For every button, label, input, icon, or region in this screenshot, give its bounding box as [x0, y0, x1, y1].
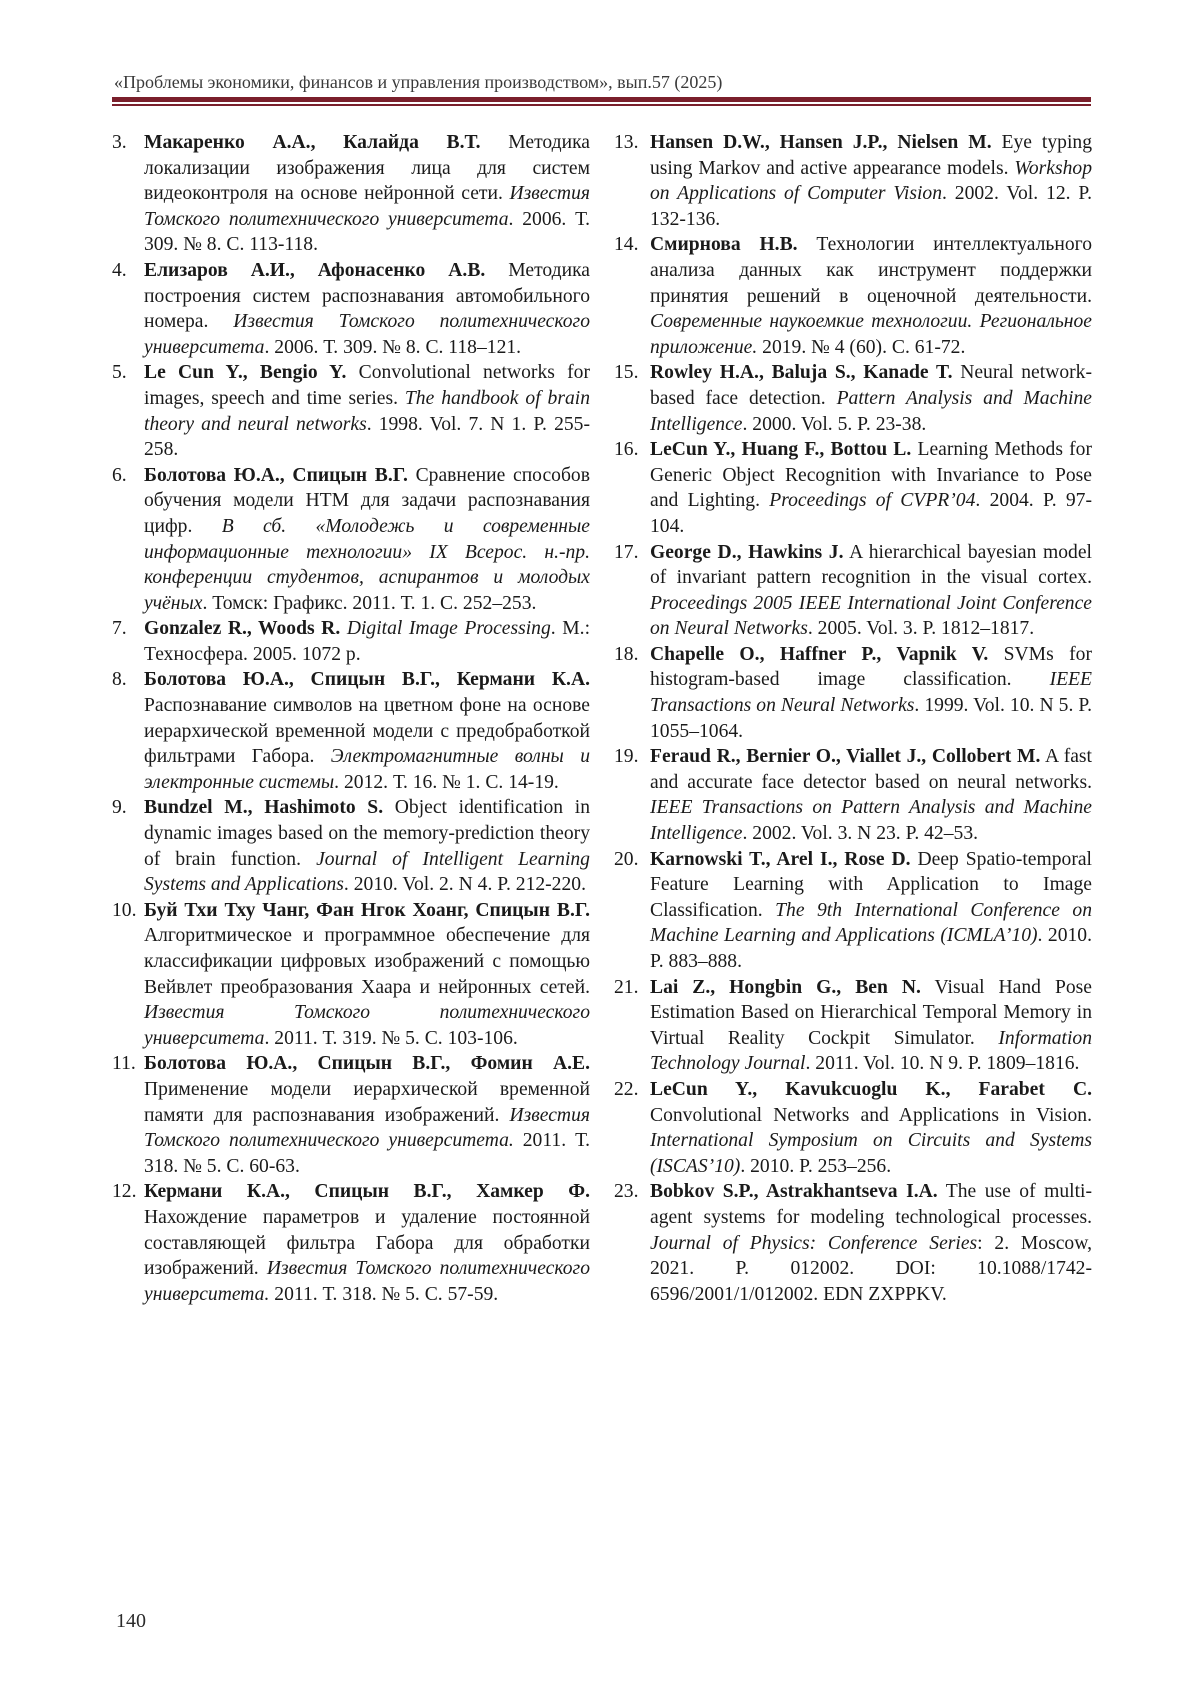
reference-authors: Gonzalez R., Woods R. — [144, 618, 341, 640]
reference-item — [614, 437, 1092, 539]
reference-details: . 2002. Vol. 12. P. 132-136. — [650, 183, 1093, 230]
reference-source: IEEE Transactions on Neural Networks — [650, 669, 1092, 717]
reference-authors: Chapelle O., Haffner P., Vapnik V. — [650, 643, 989, 665]
reference-title: Eye typing using Markov and active appearance models. — [650, 132, 1092, 179]
reference-source: The handbook of brain theory and neural networks — [144, 387, 591, 435]
reference-number: 13. — [614, 132, 639, 153]
reference-details: . 1999. Vol. 10. N 5. P. 1055–1064. — [650, 695, 1092, 742]
reference-item — [112, 898, 590, 1052]
reference-number: 10. — [112, 899, 137, 921]
reference-source: Proceedings 2005 IEEE International Joint Conference on Neural Networks — [650, 592, 1092, 640]
reference-details: . М.: Техносфера. 2005. 1072 р. — [144, 618, 591, 665]
reference-number: 9. — [112, 797, 127, 819]
reference-source: Известия Томского политехнического университета — [144, 1002, 590, 1049]
reference-number: 21. — [614, 976, 639, 998]
reference-title: Neural network-based face detection. — [650, 362, 1092, 409]
reference-authors: Смирнова Н.В. — [650, 234, 798, 256]
reference-source: Современные наукоемкие технологии. Региональное приложение. — [650, 311, 1092, 358]
reference-number: 3. — [112, 132, 127, 153]
reference-number: 16. — [614, 439, 639, 461]
reference-item — [112, 1179, 590, 1307]
reference-source: Digital Image Processing — [346, 618, 551, 640]
reference-item — [614, 642, 1092, 744]
reference-source: Известия Томского политехнического университета. — [144, 1104, 590, 1152]
page-number: 140 — [116, 1610, 146, 1632]
reference-title — [340, 618, 347, 639]
reference-details: . 2010. P. 253–256. — [740, 1155, 892, 1177]
reference-title: A fast and accurate face detector based on neural networks. — [650, 746, 1093, 793]
reference-number: 4. — [112, 259, 127, 281]
reference-details: . 1998. Vol. 7. N 1. P. 255-258. — [144, 413, 590, 461]
reference-title: Visual Hand Pose Estimation Based on Hierarchical Temporal Memory in Virtual Reality Cockpit Simulator. — [650, 976, 1092, 1049]
reference-source: Известия Томского политехнического университета — [144, 311, 590, 358]
reference-item — [112, 463, 590, 617]
reference-details: . 2005. Vol. 3. P. 1812–1817. — [807, 618, 1035, 640]
reference-details: . 2006. Т. 309. № 8. С. 113-118. — [144, 208, 591, 256]
reference-number: 8. — [112, 669, 127, 691]
reference-details: . 2011. Т. 319. № 5. С. 103-106. — [264, 1027, 518, 1049]
reference-source: Известия Томского политехнического университета. — [144, 1258, 590, 1305]
reference-number: 20. — [614, 848, 639, 870]
reference-number: 19. — [614, 746, 639, 768]
reference-authors: Bobkov S.P., Astrakhantseva I.A. — [650, 1181, 938, 1203]
reference-source: The 9th International Conference on Machine Learning and Applications (ICMLA’10) — [650, 899, 1093, 947]
reference-item — [614, 847, 1092, 975]
reference-details: . Томск: Графикс. 2011. Т. 1. С. 252–253. — [202, 592, 537, 614]
reference-source: Известия Томского политехнического университета — [144, 183, 590, 230]
reference-number: 6. — [112, 464, 127, 486]
reference-details: 2019. № 4 (60). С. 61-72. — [757, 336, 966, 358]
reference-item — [112, 360, 590, 462]
reference-source: Электромагнитные волны и электронные системы — [144, 746, 590, 793]
reference-authors: LeCun Y., Huang F., Bottou L. — [650, 439, 912, 461]
reference-authors: LeCun Y., Kavukcuoglu K., Farabet C. — [650, 1078, 1092, 1100]
reference-authors: Болотова Ю.А., Спицын В.Г., Фомин А.Е. — [144, 1053, 590, 1075]
reference-item — [112, 130, 590, 258]
reference-source: Information Technology Journal — [650, 1027, 1092, 1075]
reference-source: Journal of Intelligent Learning Systems and Applications — [144, 848, 590, 896]
reference-source: Journal of Physics: Conference Series — [650, 1232, 978, 1254]
reference-item — [112, 795, 590, 897]
reference-details: . 2012. Т. 16. № 1. С. 14-19. — [334, 771, 559, 793]
reference-authors: Болотова Ю.А., Спицын В.Г., Кермани К.А. — [144, 669, 590, 691]
reference-number: 14. — [614, 234, 639, 256]
reference-title: Learning Methods for Generic Object Recognition with Invariance to Pose and Lighting. — [650, 439, 1093, 512]
reference-item — [614, 360, 1092, 437]
reference-source: Proceedings of CVPR’04 — [769, 490, 976, 512]
reference-details: . 2002. Vol. 3. N 23. P. 42–53. — [742, 823, 979, 845]
reference-title: Распознавание символов на цветном фоне на основе иерархической временной модели с предобработкой фильтрами Габора. — [144, 695, 590, 768]
running-head: «Проблемы экономики, финансов и управления производством», вып.57 (2025) — [114, 72, 723, 92]
reference-number: 7. — [112, 618, 127, 640]
reference-title: A hierarchical bayesian model of invariant pattern recognition in the visual cortex. — [650, 541, 1092, 589]
reference-details: . 2010. P. 883–888. — [650, 925, 1092, 972]
reference-item — [614, 1077, 1092, 1179]
reference-item — [112, 667, 590, 795]
reference-title: Convolutional Networks and Applications in Vision. — [650, 1104, 1092, 1126]
reference-title: Методика построения систем распознавания автомобильного номера. — [144, 259, 590, 333]
reference-source: Workshop on Applications of Computer Vision — [650, 157, 1092, 205]
reference-details: . 2011. Vol. 10. N 9. P. 1809–1816. — [805, 1053, 1080, 1075]
reference-title: Нахождение параметров и удаление постоянной составляющей фильтра Габора для обработки изображений. — [144, 1206, 590, 1280]
reference-authors: Feraud R., Bernier O., Viallet J., Collobert M. — [650, 746, 1041, 768]
reference-details: . 2006. Т. 309. № 8. С. 118–121. — [264, 336, 522, 358]
reference-number: 23. — [614, 1181, 639, 1203]
reference-item — [614, 130, 1092, 232]
reference-number: 11. — [112, 1053, 136, 1075]
reference-number: 12. — [112, 1181, 137, 1203]
reference-title: SVMs for histogram-based image classification. — [650, 643, 1092, 691]
reference-item — [614, 975, 1092, 1077]
reference-authors: Karnowski T., Arel I., Rose D. — [650, 848, 911, 870]
reference-title: Сравнение способов обучения модели HTM для задачи распознавания цифр. — [144, 464, 590, 537]
reference-authors: Hansen D.W., Hansen J.P., Nielsen M. — [650, 132, 992, 153]
reference-details: . 2000. Vol. 5. P. 23-38. — [742, 413, 927, 435]
header-rule-thick — [112, 97, 1091, 102]
reference-authors: Кермани К.А., Спицын В.Г., Хамкер Ф. — [144, 1181, 590, 1203]
references-right-column — [614, 130, 1092, 1307]
reference-details: 2011. Т. 318. № 5. С. 60-63. — [144, 1130, 590, 1177]
reference-authors: Rowley H.A., Baluja S., Kanade T. — [650, 362, 953, 384]
reference-title: Convolutional networks for images, speech and time series. — [144, 362, 590, 409]
reference-authors: Lai Z., Hongbin G., Ben N. — [650, 976, 921, 998]
reference-number: 18. — [614, 643, 639, 665]
reference-authors: Bundzel M., Hashimoto S. — [144, 797, 384, 819]
reference-details: : 2. Moscow, 2021. P. 012002. DOI: 10.1088/1742-6596/2001/1/012002. EDN ZXPPKV. — [650, 1232, 1092, 1305]
reference-item — [614, 232, 1092, 360]
reference-details: 2011. Т. 318. № 5. С. 57-59. — [269, 1283, 499, 1305]
references-left-column — [112, 130, 590, 1307]
reference-source: Pattern Analysis and Machine Intelligence — [650, 387, 1092, 435]
reference-title: Технологии интеллектуального анализа данных как инструмент поддержки принятия решений в оценочной деятельности. — [650, 234, 1092, 307]
reference-details: . 2010. Vol. 2. N 4. P. 212-220. — [343, 874, 586, 896]
reference-item — [614, 1179, 1092, 1307]
reference-number: 15. — [614, 362, 639, 384]
reference-title: Object identification in dynamic images based on the memory-prediction theory of brain function. — [144, 797, 590, 870]
reference-title: Применение модели иерархической временной памяти для распознавания изображений. — [144, 1078, 590, 1126]
reference-authors: George D., Hawkins J. — [650, 541, 844, 563]
reference-number: 17. — [614, 541, 639, 563]
reference-authors: Буй Тхи Тху Чанг, Фан Нгок Хоанг, Спицын В.Г. — [144, 899, 590, 921]
header-rule-thin — [112, 104, 1091, 106]
reference-source: International Symposium on Circuits and Systems (ISCAS’10) — [650, 1130, 1092, 1177]
reference-authors: Макаренко А.А., Калайда В.Т. — [144, 132, 481, 153]
reference-title: Алгоритмическое и программное обеспечение для классификации цифровых изображений с помощью Вейвлет преобразования Хаара и нейронных сетей. — [144, 925, 590, 998]
reference-item — [112, 1051, 590, 1179]
reference-item — [614, 540, 1092, 642]
reference-authors: Le Cun Y., Bengio Y. — [144, 362, 347, 384]
reference-title: The use of multi-agent systems for modeling technological processes. — [650, 1181, 1092, 1228]
reference-item — [614, 744, 1092, 846]
reference-number: 22. — [614, 1078, 639, 1100]
reference-item — [112, 616, 590, 667]
reference-authors: Елизаров А.И., Афонасенко А.В. — [144, 259, 486, 281]
reference-authors: Болотова Ю.А., Спицын В.Г. — [144, 464, 408, 486]
reference-source: В сб. «Молодежь и современные информационные технологии» IX Всерос. н.-пр. конференции студентов, аспирантов и молодых учёных — [144, 515, 590, 614]
reference-item — [112, 258, 590, 360]
reference-source: IEEE Transactions on Pattern Analysis and Machine Intelligence — [650, 797, 1092, 845]
reference-title: Методика локализации изображения лица для систем видеоконтроля на основе нейронной сети. — [144, 132, 590, 205]
reference-number: 5. — [112, 362, 127, 384]
reference-title: Deep Spatio-temporal Feature Learning with Application to Image Classification. — [650, 848, 1092, 921]
reference-details: . 2004. P. 97-104. — [650, 490, 1093, 537]
